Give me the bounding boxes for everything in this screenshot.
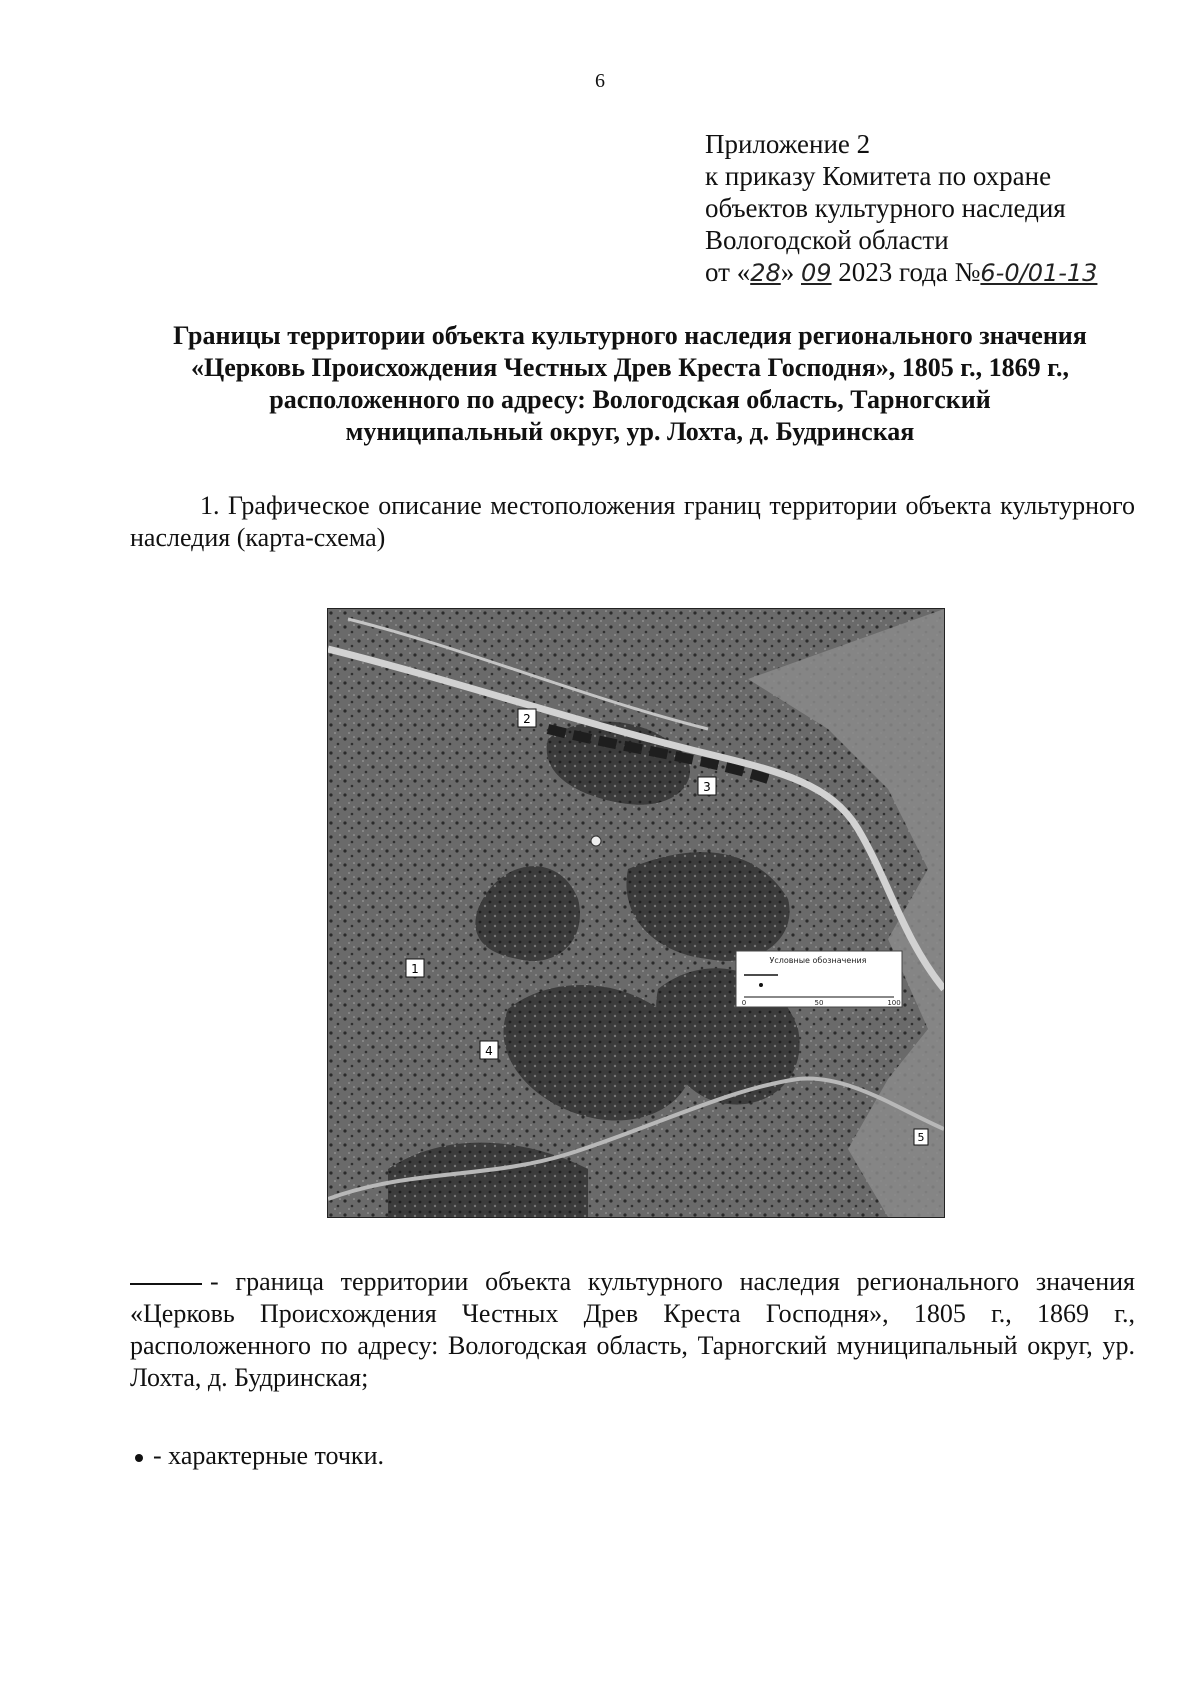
map-point-1 (406, 959, 424, 977)
map-legend-box (736, 951, 902, 1007)
date-day: 28 (750, 259, 781, 287)
page-number: 6 (595, 70, 605, 92)
map-point-3 (698, 777, 716, 795)
map-legend-title: Условные обозначения (769, 956, 867, 965)
appendix-line-3: объектов культурного наследия (705, 193, 1066, 223)
title-line-4: муниципальный округ, ур. Лохта, д. Будринская (345, 417, 915, 446)
date-prefix: от « (705, 257, 751, 287)
document-title (120, 320, 1140, 448)
legend-boundary-text: - граница территории объекта культурного наследия регионального значения «Церковь Происхождения Честных Древ Креста Господня», 1805 г., 1869 г., расположенного по адресу: Вологодская область, Тарногский муниципальный округ, ур. Лохта, д. Будринская; (130, 1267, 1135, 1392)
map-point-5-label: 5 (917, 1131, 925, 1144)
date-mid: » (780, 257, 801, 287)
map-point-5 (914, 1129, 928, 1145)
map-scale-label: 100 (887, 999, 901, 1007)
legend-boundary (130, 1266, 1135, 1394)
scheme-map (327, 608, 945, 1218)
map-point-4 (480, 1041, 498, 1059)
map-point-4-label: 4 (485, 1044, 493, 1058)
map-point-1-label: 1 (411, 962, 419, 976)
map-scale-label: 50 (814, 999, 824, 1007)
boundary-line-sample (130, 1283, 202, 1285)
title-line-1: Границы территории объекта культурного наследия регионального значения (173, 321, 1087, 350)
map-point-3-label: 3 (703, 780, 711, 794)
order-number: 6-0/01-13 (980, 259, 1098, 287)
legend-points (135, 1440, 384, 1472)
section-1-text: 1. Графическое описание местоположения границ территории объекта культурного наследия (карта-схема) (130, 491, 1135, 552)
title-line-3: расположенного по адресу: Вологодская область, Тарногский (269, 385, 991, 414)
appendix-line-1: Приложение 2 (705, 129, 871, 159)
appendix-line-2: к приказу Комитета по охране (705, 161, 1052, 191)
map-point-2-label: 2 (523, 712, 531, 726)
map-point-2 (518, 709, 536, 727)
appendix-block (705, 128, 1097, 289)
title-line-2: «Церковь Происхождения Честных Древ Креста Господня», 1805 г., 1869 г., (190, 353, 1070, 382)
date-year: 2023 года № (831, 257, 981, 287)
map-scale-label: 0 (741, 999, 747, 1007)
legend-points-text: - характерные точки. (153, 1441, 384, 1470)
map-legend-sample-dot (759, 983, 763, 987)
date-month: 09 (801, 259, 832, 287)
church-marker-icon (591, 836, 601, 846)
appendix-date-line (705, 256, 1097, 289)
point-dot-icon (135, 1454, 143, 1462)
appendix-line-4: Вологодской области (705, 225, 949, 255)
